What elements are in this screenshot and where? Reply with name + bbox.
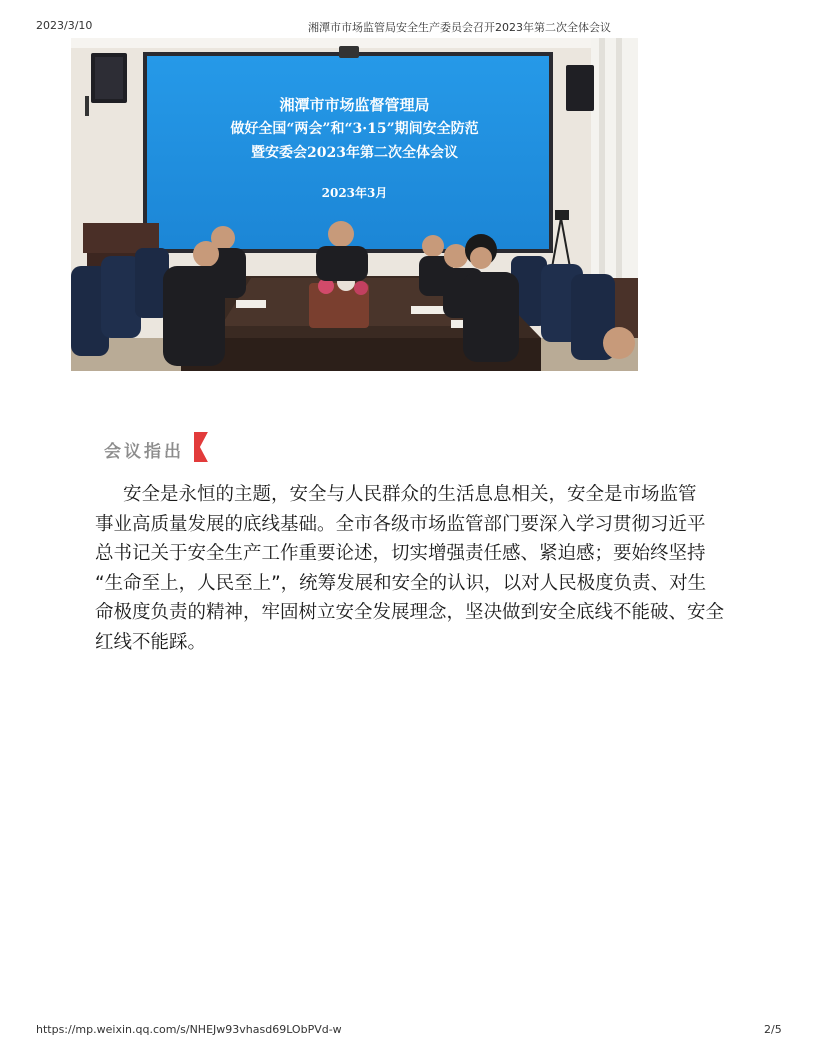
print-page-title: 湘潭市市场监管局安全生产委员会召开2023年第二次全体会议 xyxy=(308,21,611,34)
paragraph-line: 红线不能踩。 xyxy=(95,631,207,653)
screen-line-3: 暨安委会2023年第二次全体会议 xyxy=(251,145,458,161)
body-paragraph xyxy=(95,480,725,657)
paragraph-line: 命极度负责的精神，牢固树立安全发展理念，坚决做到安全底线不能破、安全 xyxy=(95,602,725,623)
paragraph-line: 事业高质量发展的底线基础。全市各级市场监管部门要深入学习贯彻习近平 xyxy=(95,513,706,535)
paragraph-line: 安全是永恒的主题，安全与人民群众的生活息息相关，安全是市场监管 xyxy=(123,484,697,505)
paragraph-line: 总书记关于安全生产工作重要论述，切实增强责任感、紧迫感；要始终坚持 xyxy=(95,543,706,564)
page-number: 2/5 xyxy=(764,1023,782,1036)
section-accent-chevron-icon xyxy=(192,430,210,464)
screen-line-2: 做好全国“两会”和“3·15”期间安全防范 xyxy=(230,121,479,137)
source-url[interactable]: https://mp.weixin.qq.com/s/NHEJw93vhasd69LObPVd-w xyxy=(36,1023,342,1036)
meeting-photo xyxy=(71,38,638,371)
screen-date: 2023年3月 xyxy=(321,186,388,200)
paragraph-line: “生命至上，人民至上”，统筹发展和安全的认识，以对人民极度负责、对生 xyxy=(95,572,707,594)
meeting-scene-illustration xyxy=(71,38,638,371)
print-date: 2023/3/10 xyxy=(36,19,93,32)
screen-line-1: 湘潭市市场监督管理局 xyxy=(279,96,430,114)
section-heading: 会议指出 xyxy=(104,442,184,462)
